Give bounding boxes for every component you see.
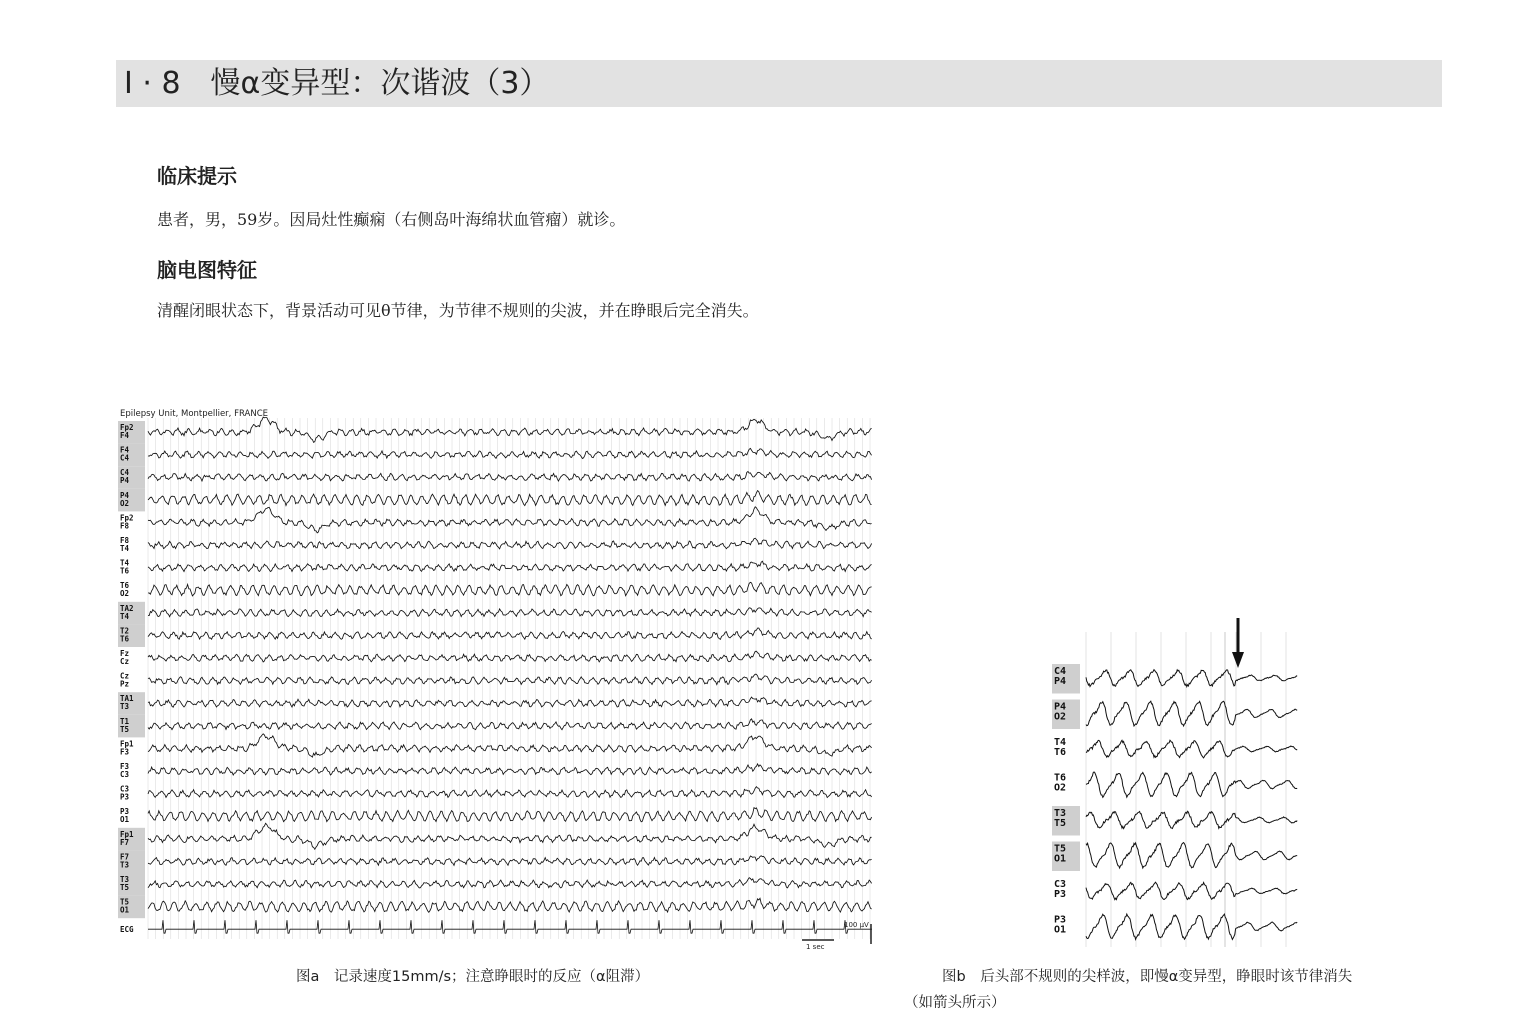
channel-label: O1 <box>120 815 130 825</box>
channel-label: T6 <box>1054 772 1067 784</box>
channel-label: T4 <box>1054 737 1067 748</box>
channel-label: P4 <box>120 490 130 500</box>
channel-label: T3 <box>120 875 130 884</box>
channel-label: Pz <box>120 679 130 689</box>
arrow-icon <box>1232 618 1244 668</box>
channel-label: T5 <box>120 883 130 892</box>
channel-label: T3 <box>120 702 130 712</box>
channel-label: Fp2 <box>120 423 134 432</box>
channel-label: C3 <box>120 770 130 779</box>
channel-label: C4 <box>120 453 130 463</box>
channel-label: C3 <box>120 784 130 794</box>
channel-label: F8 <box>120 536 130 545</box>
channel-label: F7 <box>120 837 130 847</box>
channel-label: T3 <box>120 860 130 870</box>
channel-label: P4 <box>1054 701 1067 713</box>
channel-label: P4 <box>1054 676 1067 687</box>
channel-label: T4 <box>120 558 130 568</box>
eeg-features-heading: 脑电图特征 <box>157 258 257 282</box>
channel-label: P3 <box>1054 914 1067 926</box>
channel-label: T5 <box>1054 843 1067 855</box>
channel-label: F3 <box>120 762 130 771</box>
channel-label: P3 <box>120 807 130 817</box>
channel-label: T6 <box>1054 747 1067 758</box>
figure-b-caption: 图b 后头部不规则的尖样波，即慢α变异型，睁眼时该节律消失 <box>942 969 1353 985</box>
channel-label: T6 <box>120 634 130 644</box>
eeg-b-traces <box>1086 670 1297 940</box>
channel-label: O1 <box>1054 924 1067 936</box>
channel-label: TA2 <box>120 603 134 613</box>
channel-label: T4 <box>120 544 130 553</box>
eeg-figure-b <box>1050 612 1302 952</box>
eeg-figure-a <box>116 404 880 952</box>
channel-label: T5 <box>120 724 130 734</box>
eeg-features-text: 清醒闭眼状态下，背景活动可见θ节律，为节律不规则的尖波，并在睁眼后完全消失。 <box>157 301 759 320</box>
channel-label: O2 <box>120 498 130 508</box>
channel-label: Cz <box>120 657 130 666</box>
channel-label: TA1 <box>120 694 134 704</box>
channel-label: C3 <box>1054 879 1067 890</box>
channel-label: O1 <box>120 905 130 915</box>
amplitude-scale-label: 100 µV <box>844 921 869 929</box>
channel-label: P3 <box>1054 889 1067 900</box>
channel-label: F4 <box>120 431 130 440</box>
channel-label: O2 <box>120 589 130 599</box>
channel-label: Fz <box>120 649 130 658</box>
eeg-source-label: Epilepsy Unit, Montpellier, FRANCE <box>120 409 269 419</box>
channel-label: T6 <box>120 581 130 591</box>
figure-b-caption-cont: （如箭头所示） <box>904 995 1006 1011</box>
channel-label: T5 <box>1054 818 1067 829</box>
channel-label: O2 <box>1054 782 1067 794</box>
clinical-hint-heading: 临床提示 <box>157 164 237 188</box>
channel-label: T1 <box>120 716 130 726</box>
channel-label: Cz <box>120 671 130 681</box>
channel-label: T2 <box>120 626 130 636</box>
channel-label: O1 <box>1054 853 1067 865</box>
channel-label: Fp2 <box>120 513 134 523</box>
channel-label: C4 <box>1054 666 1067 677</box>
eeg-b-channel-labels <box>1052 664 1080 936</box>
channel-label: F4 <box>120 445 130 455</box>
clinical-hint-text: 患者，男，59岁。因局灶性癫痫（右侧岛叶海绵状血管瘤）就诊。 <box>157 210 626 229</box>
channel-label: Fp1 <box>120 739 134 749</box>
channel-label: Fp1 <box>120 829 134 839</box>
channel-label: T5 <box>120 897 130 907</box>
channel-label: P3 <box>120 792 130 802</box>
channel-label: P4 <box>120 476 130 486</box>
figure-a-caption: 图a 记录速度15mm/s；注意睁眼时的反应（α阻滞） <box>296 969 650 985</box>
channel-label: F3 <box>120 747 130 757</box>
ecg-label: ECG <box>120 925 134 935</box>
channel-label: T6 <box>120 566 130 576</box>
channel-label: F7 <box>120 852 130 862</box>
channel-label: F8 <box>120 521 130 531</box>
channel-label: T4 <box>120 611 130 621</box>
time-scale-label: 1 sec <box>806 943 825 951</box>
eeg-a-channel-labels <box>118 421 145 934</box>
channel-label: O2 <box>1054 711 1067 723</box>
page-title: Ⅰ · 8 慢α变异型：次谐波（3） <box>124 66 550 101</box>
channel-label: C4 <box>120 468 130 478</box>
channel-label: T3 <box>1054 808 1067 819</box>
